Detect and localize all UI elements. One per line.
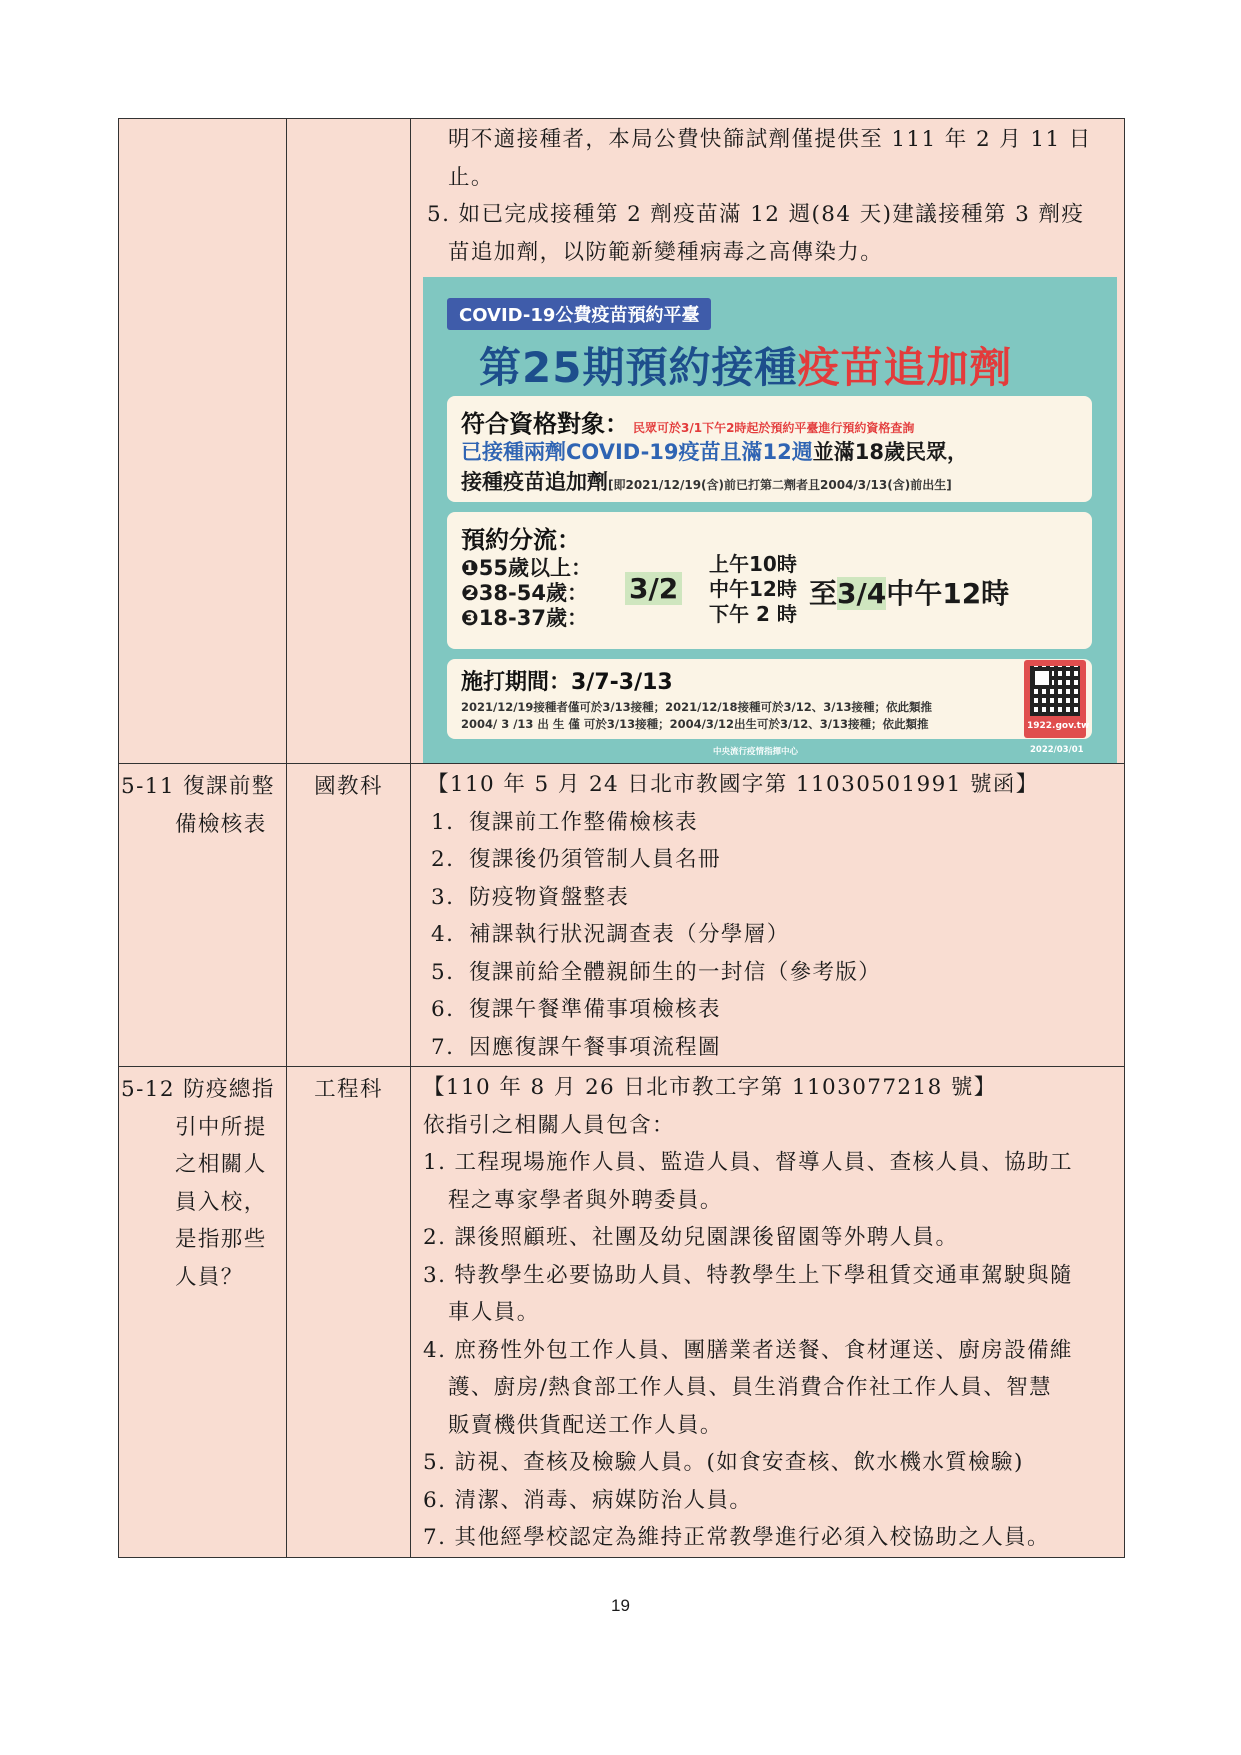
age-group: ❷38-54歲： [461,581,588,605]
page-number: 19 [611,1596,630,1615]
age-group: ❶55歲以上： [461,556,593,580]
form-list [423,804,1116,1067]
row2-department: 國教科 [287,764,411,1067]
text-line: 販賣機供貨配送工作人員。 [448,1412,723,1438]
document-reference: 【110 年 5 月 24 日北市教國字第 11030501991 號函】 [427,772,1039,797]
text-line: 3. 特教學生必要協助人員、特教學生上下學租賃交通車駕駛與隨 [423,1262,1073,1288]
row2-content [411,764,1125,1067]
poster-footer-date: 2022/03/01 [1030,745,1084,755]
qr-code[interactable] [1024,660,1090,738]
list-item: 7. 因應復課午餐事項流程圖 [431,1034,721,1060]
booking-schedule-box [447,512,1092,649]
poster-title: 第25期預約接種疫苗追加劑 [479,343,1013,392]
list-item: 3. 防疫物資盤整表 [431,884,630,910]
text-line: 4. 庶務性外包工作人員、團膳業者送餐、食材運送、廚房設備維 [423,1337,1073,1363]
text-line: 6. 清潔、消毒、病媒防治人員。 [423,1487,753,1513]
row3-department: 工程科 [287,1067,411,1558]
list-item: 6. 復課午餐準備事項檢核表 [431,997,721,1022]
document-table [118,118,1125,1558]
row3-item-title: 5-12 防疫總指 引中所提 之相關人 員入校， 是指那些 人員？ [119,1067,287,1558]
document-reference: 【110 年 8 月 26 日北市教工字第 1103077218 號】 [423,1075,997,1100]
period-note: 2021/12/19接種者僅可於3/13接種；2021/12/18接種可於3/12、3/13接種；依此類推 [461,700,932,714]
text-line: 5. 如已完成接種第 2 劑疫苗滿 12 週(84 天)建議接種第 3 劑疫 [427,202,1085,227]
row1-col2 [287,119,411,764]
text-line: 明不適接種者，本局公費快篩試劑僅提供至 111 年 2 月 11 日 [448,127,1092,152]
age-group: ❸18-37歲： [461,606,588,630]
table-row [119,764,1125,1067]
period-note: 2004/ 3 /13 出 生 僅 可於3/13接種；2004/3/12出生可於3/12、3/13接種；依此類推 [461,717,929,731]
poster-tag: COVID-19公費疫苗預約平臺 [447,298,711,330]
text-line: 護、廚房/熱食部工作人員、員生消費合作社工作人員、智慧 [448,1375,1053,1400]
table-row [119,119,1125,764]
text-line: 2. 課後照顧班、社團及幼兒園課後留園等外聘人員。 [423,1225,959,1250]
table-row [119,1067,1125,1558]
booking-deadline: 至3/4中午12時 [809,577,1010,610]
eligibility-line: 接種疫苗追加劑[即2021/12/19(含)前已打第二劑者且2004/3/13(含)前出生] [461,470,952,494]
text-line: 程之專家學者與外聘委員。 [448,1187,723,1213]
list-item: 4. 補課執行狀況調查表（分學層） [431,922,790,947]
row3-content [411,1067,1125,1558]
qr-label: 1922.gov.tw [1027,721,1090,731]
text-line: 苗追加劑，以防範新變種病毒之高傳染力。 [448,239,884,265]
text-line: 5. 訪視、查核及檢驗人員。(如食安查核、飲水機水質檢驗) [423,1450,1024,1475]
booking-date: 3/2 [625,572,682,605]
row1-content [411,119,1125,764]
vaccination-period-box [447,659,1092,739]
eligibility-box [447,396,1092,502]
list-item: 2. 復課後仍須管制人員名冊 [431,847,721,872]
vaccine-booking-poster [423,277,1117,763]
period-heading: 施打期間：3/7-3/13 [461,670,673,695]
text-line: 依指引之相關人員包含： [423,1112,675,1138]
booking-times: 上午10時 中午12時 下午 2 時 [709,552,797,626]
row2-item-title: 5-11 復課前整 備檢核表 [119,764,287,1067]
text-line: 車人員。 [448,1300,540,1325]
row1-col1 [119,119,287,764]
list-item: 5. 復課前給全體親師生的一封信（參考版） [431,959,882,985]
schedule-heading: 預約分流： [461,526,581,554]
text-line: 7. 其他經學校認定為維持正常教學進行必須入校協助之人員。 [423,1525,1050,1550]
qr-code-icon [1030,666,1080,716]
poster-footer-org: 中央流行疫情指揮中心 [713,747,799,757]
eligibility-line: 已接種兩劑COVID-19疫苗且滿12週並滿18歲民眾， [461,440,968,464]
text-line: 1. 工程現場施作人員、監造人員、督導人員、查核人員、協助工 [423,1150,1073,1175]
list-item: 1. 復課前工作整備檢核表 [431,809,699,835]
text-line: 止。 [448,164,494,190]
eligibility-heading: 符合資格對象： 民眾可於3/1下午2時起於預約平臺進行預約資格查詢 [461,410,915,438]
